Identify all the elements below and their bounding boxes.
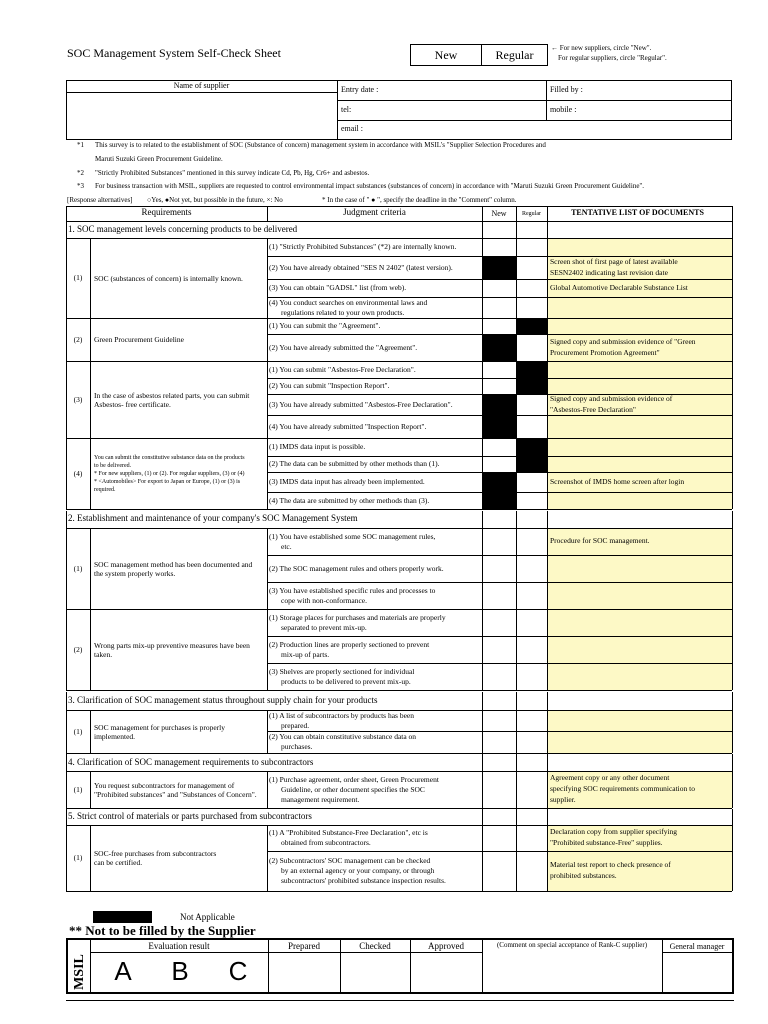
note-text: For business transaction with MSIL, suppliers are requested to control environmental impact substances (substances of concern) in accordance with "Maruti Suzuki Green Procurement Guideline". <box>95 182 645 190</box>
answer-cell-regular[interactable] <box>517 852 546 890</box>
document-text: Global Automotive Declarable Substance List <box>550 283 688 292</box>
col-divider <box>267 361 268 438</box>
msil-label: MSIL <box>72 954 87 990</box>
new-option-label: New <box>434 48 458 62</box>
criterion-text: regulations related to your own products. <box>281 308 405 317</box>
document-text: SESN2402 indicating last revision date <box>550 268 668 277</box>
col-divider <box>516 809 517 825</box>
answer-cell-new[interactable] <box>483 637 515 662</box>
criterion-text: cope with non-conformance. <box>281 596 368 605</box>
answer-cell-regular[interactable] <box>517 826 546 850</box>
col-divider <box>547 825 548 891</box>
not-applicable-cell <box>482 334 516 361</box>
document-cell[interactable] <box>547 415 732 438</box>
col-divider <box>516 754 517 771</box>
col-divider <box>267 825 268 891</box>
answer-cell-regular[interactable] <box>517 280 546 296</box>
requirement-text: * For new suppliers, (1) or (2). For regular suppliers, (3) or (4) <box>94 471 245 477</box>
col-documents: TENTATIVE LIST OF DOCUMENTS <box>571 208 704 217</box>
border-left <box>66 809 67 825</box>
not-applicable-cell <box>482 256 516 279</box>
col-divider <box>90 361 91 438</box>
document-cell[interactable] <box>547 238 732 256</box>
col-divider <box>516 222 517 238</box>
criterion-text: mix-up of parts. <box>281 650 330 659</box>
border-right <box>732 771 733 808</box>
note-mark: *1 <box>77 141 84 149</box>
answer-cell-new[interactable] <box>483 556 515 581</box>
criterion-text: (2) The SOC management rules and others properly work. <box>269 564 444 573</box>
requirement-number: (4) <box>73 469 83 478</box>
row-divider <box>267 753 732 754</box>
email-label: email : <box>341 124 363 133</box>
document-cell[interactable] <box>547 609 732 636</box>
note-text: "Strictly Prohibited Substances" mentioned in this survey indicate Cd, Pb, Hg, Cr6+ and asbestos. <box>95 169 370 177</box>
border-left <box>66 754 67 771</box>
border-right <box>732 825 733 891</box>
answer-cell-regular[interactable] <box>517 239 546 255</box>
col-criteria: Judgment criteria <box>343 207 406 217</box>
document-cell[interactable] <box>547 492 732 509</box>
answer-cell-regular[interactable] <box>517 732 546 752</box>
col-new: New <box>491 209 507 218</box>
document-text: "Asbestos-Free Declaration" <box>550 405 636 414</box>
grade-a[interactable]: A <box>114 956 132 986</box>
answer-cell-new[interactable] <box>483 379 515 393</box>
group-divider <box>66 690 267 691</box>
criterion-text: (1) Storage places for purchases and materials are properly <box>269 613 446 622</box>
requirement-text: You request subcontractors for management of <box>94 781 235 790</box>
criterion-text: (2) Production lines are properly sectioned to prevent <box>269 640 430 649</box>
note-text: This survey is to related to the establishment of SOC (Substance of concern) management system in accordance with MSIL's "Supplier Selection Procedures and <box>95 141 546 149</box>
col-divider <box>482 754 483 771</box>
requirement-number: (1) <box>73 564 83 573</box>
group-divider <box>66 438 267 439</box>
border-right <box>732 238 733 318</box>
criterion-text: (1) IMDS data input is possible. <box>269 442 366 451</box>
section-heading: 3. Clarification of SOC management status throughout supply chain for your products <box>68 695 378 705</box>
col-divider <box>547 771 548 808</box>
row-divider <box>267 690 732 691</box>
requirement-number: (3) <box>73 395 83 404</box>
criterion-text: subcontractors' prohibited substance inspection results. <box>281 876 446 885</box>
evaluation-label: Evaluation result <box>148 941 210 951</box>
col-divider <box>547 438 548 509</box>
answer-cell-regular[interactable] <box>517 529 546 554</box>
document-text: Procurement Promotion Agreement" <box>550 348 660 357</box>
gm-label: General manager <box>669 942 725 951</box>
requirement-number: (2) <box>73 645 83 654</box>
col-divider <box>547 710 548 753</box>
group-divider <box>66 808 267 809</box>
col-divider <box>90 238 91 318</box>
requirement-text: You can submit the constitutive substance data on the products <box>94 455 245 461</box>
criterion-text: (2) You can obtain constitutive substance data on <box>269 732 417 741</box>
border-right <box>732 361 733 438</box>
col-divider <box>267 609 268 690</box>
document-text: Declaration copy from supplier specifying <box>550 827 678 836</box>
requirement-text: Green Procurement Guideline <box>94 335 184 344</box>
criterion-text: purchases. <box>281 742 313 751</box>
page-title: SOC Management System Self-Check Sheet <box>67 46 281 60</box>
not-applicable-cell <box>516 318 547 334</box>
note-mark: *2 <box>77 169 84 177</box>
answer-cell-new[interactable] <box>483 611 515 635</box>
col-divider <box>482 511 483 528</box>
answer-cell-new[interactable] <box>483 583 515 608</box>
col-divider <box>547 318 548 361</box>
document-text: Screenshot of IMDS home screen after login <box>550 477 685 486</box>
col-regular: Regular <box>522 211 541 217</box>
header-bottom-border <box>66 221 732 222</box>
document-text: prohibited substances. <box>550 871 617 880</box>
answer-cell-regular[interactable] <box>517 583 546 608</box>
col-divider <box>90 825 91 891</box>
criterion-text: products to be delivered to prevent mix-up. <box>281 677 411 686</box>
document-cell[interactable] <box>547 555 732 582</box>
answer-cell-regular[interactable] <box>517 664 546 689</box>
requirement-number: (1) <box>73 727 83 736</box>
border-right <box>732 609 733 690</box>
answer-cell-new[interactable] <box>483 362 515 377</box>
section-divider <box>66 238 732 239</box>
answer-cell-regular[interactable] <box>517 611 546 635</box>
document-cell[interactable] <box>547 297 732 318</box>
document-cell[interactable] <box>547 456 732 472</box>
response-hint: * In the case of " ● ", specify the deadline in the "Comment" column. <box>322 196 517 204</box>
criterion-text: prepared. <box>281 721 310 730</box>
requirement-number: (1) <box>73 853 83 862</box>
col-divider <box>482 809 483 825</box>
document-cell[interactable] <box>547 361 732 378</box>
requirement-text: SOC (substances of concern) is internally known. <box>94 274 243 283</box>
tel-label: tel: <box>341 105 352 114</box>
col-divider <box>90 528 91 609</box>
document-cell[interactable] <box>547 438 732 456</box>
section-heading: 2. Establishment and maintenance of your company's SOC Management System <box>68 513 358 523</box>
grade-c[interactable]: C <box>228 956 248 986</box>
criterion-text: (4) You have already submitted "Inspection Report". <box>269 422 427 431</box>
criterion-text: (2) The data can be submitted by other methods than (1). <box>269 459 440 468</box>
requirement-text: required. <box>94 487 116 493</box>
col-divider <box>267 771 268 808</box>
col-divider <box>90 771 91 808</box>
requirement-text: In the case of asbestos related parts, you can submit <box>94 391 250 400</box>
answer-cell-regular[interactable] <box>517 416 546 437</box>
section-divider <box>66 528 732 529</box>
group-divider <box>66 318 267 319</box>
group-divider <box>66 609 267 610</box>
row-divider <box>267 808 732 809</box>
border-right <box>732 222 733 238</box>
answer-cell-regular[interactable] <box>517 711 546 730</box>
document-text: Screen shot of first page of latest available <box>550 257 678 266</box>
legend-not-applicable: Not Applicable <box>180 912 235 922</box>
document-cell[interactable] <box>547 710 732 731</box>
criterion-text: (1) A list of subcontractors by products has been <box>269 711 414 720</box>
col-divider <box>547 361 548 438</box>
not-applicable-cell <box>516 361 547 378</box>
msil-label-wrap <box>64 954 94 990</box>
answer-cell-regular[interactable] <box>517 772 546 807</box>
response-label: [Response alternatives] <box>67 196 133 204</box>
answer-cell-regular[interactable] <box>517 298 546 317</box>
type-note-1: ← For new suppliers, circle "New". <box>551 44 652 52</box>
row-divider <box>267 891 732 892</box>
border-left <box>66 692 67 710</box>
criterion-text: obtained from subcontractors. <box>281 838 371 847</box>
col-divider <box>267 438 268 509</box>
answer-cell-regular[interactable] <box>517 473 546 491</box>
col-divider <box>267 528 268 609</box>
checked-label: Checked <box>359 941 391 951</box>
criterion-text: (1) "Strictly Prohibited Substances" (*2) are internally known. <box>269 242 457 251</box>
requirement-text: "Prohibited substances" and "Substances of Concern". <box>94 790 257 799</box>
requirement-text: Asbestos- free certificate. <box>94 400 171 409</box>
criterion-text: (2) You have already obtained "SES N 2402" (latest version). <box>269 263 453 272</box>
document-cell[interactable] <box>547 636 732 663</box>
col-divider <box>267 318 268 361</box>
col-divider <box>547 692 548 710</box>
requirement-text: to be delivered. <box>94 463 132 469</box>
answer-cell-new[interactable] <box>483 732 515 752</box>
answer-cell-new[interactable] <box>483 439 515 455</box>
document-text: Agreement copy or any other document <box>550 773 670 782</box>
filled-by-label: Filled by : <box>550 85 583 94</box>
col-divider <box>547 222 548 238</box>
document-cell[interactable] <box>547 582 732 609</box>
col-divider <box>547 754 548 771</box>
requirement-text: SOC management for purchases is properly <box>94 723 226 732</box>
criterion-text: (3) You have established specific rules and processes to <box>269 586 436 595</box>
criterion-text: (2) You can submit "Inspection Report". <box>269 381 390 390</box>
answer-cell-new[interactable] <box>483 826 515 850</box>
group-divider <box>66 509 267 510</box>
group-divider <box>66 361 267 362</box>
document-cell[interactable] <box>547 378 732 394</box>
answer-cell-new[interactable] <box>483 457 515 471</box>
requirement-number: (1) <box>73 785 83 794</box>
border-right <box>732 318 733 361</box>
note-mark: *3 <box>77 182 84 190</box>
col-divider <box>90 318 91 361</box>
criterion-text: (2) You have already submitted the "Agreement". <box>269 343 418 352</box>
mobile-label: mobile : <box>550 105 577 114</box>
criterion-text: management requirement. <box>281 795 360 804</box>
section-heading: 5. Strict control of materials or parts purchased from subcontractors <box>68 811 312 821</box>
answer-cell-regular[interactable] <box>517 395 546 414</box>
document-text: Procedure for SOC management. <box>550 536 650 545</box>
prepared-label: Prepared <box>288 941 320 951</box>
criterion-text: (1) You can submit "Asbestos-Free Declaration". <box>269 365 416 374</box>
criterion-text: Guideline, or other document specifies the SOC <box>281 785 425 794</box>
document-cell[interactable] <box>547 663 732 690</box>
col-divider <box>547 609 548 690</box>
border-right <box>732 528 733 609</box>
answer-cell-new[interactable] <box>483 711 515 730</box>
criterion-text: by an external agency or your company, or through <box>281 866 435 875</box>
document-text: Material test report to check presence of <box>550 860 671 869</box>
col-divider <box>547 809 548 825</box>
answer-cell-new[interactable] <box>483 852 515 890</box>
border-right <box>732 438 733 509</box>
col-divider <box>267 710 268 753</box>
answer-cell-new[interactable] <box>483 319 515 333</box>
requirement-text: implemented. <box>94 732 136 741</box>
col-divider <box>516 692 517 710</box>
border-right <box>732 809 733 825</box>
requirement-text: SOC management method has been documented and <box>94 560 253 569</box>
criterion-text: (1) Purchase agreement, order sheet, Green Procurement <box>269 775 439 784</box>
border-right <box>732 754 733 771</box>
answer-cell-regular[interactable] <box>517 637 546 662</box>
not-to-fill-heading: ** Not to be filled by the Supplier <box>69 923 256 938</box>
not-applicable-cell <box>482 394 516 415</box>
document-text: Signed copy and submission evidence of <box>550 394 673 403</box>
section-heading: 4. Clarification of SOC management requirements to subcontractors <box>68 757 314 767</box>
document-text: Signed copy and submission evidence of "Green <box>550 337 696 346</box>
document-text: "Prohibited substance-Free" supplies. <box>550 838 663 847</box>
col-requirements: Requirements <box>141 207 192 217</box>
criterion-text: (3) You can obtain "GADSL" list (from web). <box>269 283 407 292</box>
criterion-text: (4) You conduct searches on environmental laws and <box>269 298 428 307</box>
col-divider <box>547 528 548 609</box>
document-cell[interactable] <box>547 318 732 334</box>
answer-cell-regular[interactable] <box>517 257 546 278</box>
section-divider <box>66 825 732 826</box>
answer-cell-regular[interactable] <box>517 335 546 360</box>
border-left <box>66 222 67 238</box>
response-options: ○Yes, ●Not yet, but possible in the future, ×: No <box>147 196 283 204</box>
criterion-text: (1) You have established some SOC management rules, <box>269 532 436 541</box>
legend-black-box <box>93 911 152 923</box>
criterion-text: (3) You have already submitted "Asbestos-Free Declaration". <box>269 400 453 409</box>
criterion-text: (3) IMDS data input has already been implemented. <box>269 477 425 486</box>
col-divider <box>516 511 517 528</box>
criterion-text: (1) You can submit the "Agreement". <box>269 321 381 330</box>
answer-cell-regular[interactable] <box>517 493 546 508</box>
type-note-2: For regular suppliers, circle "Regular". <box>558 54 667 62</box>
group-divider <box>66 891 267 892</box>
section-divider <box>66 771 732 772</box>
criterion-text: (2) Subcontractors' SOC management can be checked <box>269 856 431 865</box>
regular-option-label: Regular <box>495 48 534 62</box>
requirement-number: (2) <box>73 335 83 344</box>
row-divider <box>267 509 732 510</box>
border-left <box>66 511 67 528</box>
answer-cell-new[interactable] <box>483 664 515 689</box>
requirement-text: the system properly works. <box>94 569 176 578</box>
answer-cell-regular[interactable] <box>517 556 546 581</box>
col-divider <box>267 238 268 318</box>
criterion-text: etc. <box>281 542 292 551</box>
group-divider <box>66 753 267 754</box>
requirement-number: (1) <box>73 273 83 282</box>
criterion-text: separated to prevent mix-up. <box>281 623 367 632</box>
answer-cell-new[interactable] <box>483 772 515 807</box>
answer-cell-new[interactable] <box>483 239 515 255</box>
not-applicable-cell <box>516 378 547 394</box>
document-text: specifying SOC requirements communication to <box>550 784 695 793</box>
note-text: Maruti Suzuki Green Procurement Guideline. <box>95 155 223 163</box>
row-divider <box>267 609 732 610</box>
requirement-text: can be certified. <box>94 858 143 867</box>
not-applicable-cell <box>516 438 547 456</box>
not-applicable-cell <box>482 492 516 509</box>
not-applicable-cell <box>516 456 547 472</box>
col-divider <box>547 238 548 318</box>
border-right <box>732 511 733 528</box>
section-heading: 1. SOC management levels concerning products to be delivered <box>68 224 298 234</box>
col-divider <box>90 438 91 509</box>
grade-b[interactable]: B <box>171 956 189 986</box>
col-divider <box>90 609 91 690</box>
col-divider <box>547 511 548 528</box>
document-cell[interactable] <box>547 731 732 753</box>
document-text: supplier. <box>550 795 576 804</box>
requirement-text: Wrong parts mix-up preventive measures have been <box>94 641 250 650</box>
answer-cell-new[interactable] <box>483 298 515 317</box>
approved-label: Approved <box>428 941 464 951</box>
criterion-text: (1) A "Prohibited Substance-Free Declaration", etc is <box>269 828 428 837</box>
criterion-text: (3) Shelves are properly sectioned for individual <box>269 667 415 676</box>
col-divider <box>482 222 483 238</box>
col-divider <box>482 692 483 710</box>
comment-label: (Comment on special acceptance of Rank-C supplier) <box>496 941 648 949</box>
border-right <box>732 692 733 710</box>
supplier-name-label: Name of supplier <box>173 81 230 90</box>
requirement-text: SOC-free purchases from subcontractors <box>94 849 217 858</box>
answer-cell-new[interactable] <box>483 529 515 554</box>
entry-date-label: Entry date : <box>341 85 379 94</box>
not-applicable-cell <box>482 472 516 492</box>
not-applicable-cell <box>482 415 516 438</box>
requirement-text: taken. <box>94 650 113 659</box>
answer-cell-new[interactable] <box>483 280 515 296</box>
requirement-text: * <Automobiles> For export to Japan or Europe, (1) or (3) is <box>94 479 241 485</box>
border-right <box>732 710 733 753</box>
col-divider <box>90 710 91 753</box>
criterion-text: (4) The data are submitted by other methods than (3). <box>269 496 430 505</box>
